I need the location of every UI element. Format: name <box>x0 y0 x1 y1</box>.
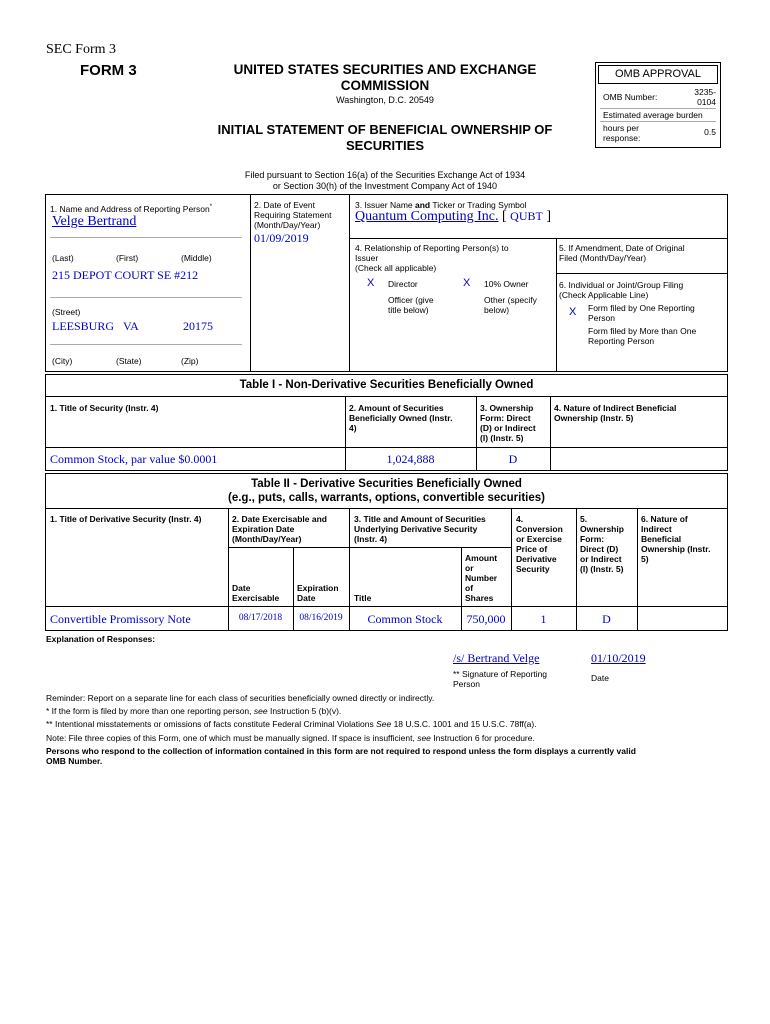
zip-label: (Zip) <box>181 356 199 366</box>
reporting-person-name[interactable]: Velge Bertrand <box>52 214 137 229</box>
note-copies: Note: File three copies of this Form, one of which must be manually signed. If space is insufficient, see Instruction 6 for procedure. <box>46 733 535 743</box>
omb-hours-label: hours per response: <box>603 123 641 143</box>
reminder: Reminder: Report on a separate line for each class of securities beneficially owned directly or indirectly. <box>46 693 435 703</box>
issuer-line: Quantum Computing Inc. [ QUBT ] <box>355 209 552 224</box>
box3-label: 3. Issuer Name and Ticker or Trading Symbol <box>355 200 527 210</box>
one-person-check: X <box>569 306 577 318</box>
t2-row-amount: 750,000 <box>466 612 506 626</box>
issuer-name-link[interactable]: Quantum Computing Inc. <box>355 209 499 224</box>
table-2-title: Table II - Derivative Securities Beneficially Owned (e.g., puts, calls, warrants, options, convertible securities) <box>228 478 545 504</box>
box2-label: 2. Date of Event Requiring Statement (Month/Day/Year) <box>254 200 332 230</box>
omb-number-value: 3235- 0104 <box>694 87 716 107</box>
officer-label: Officer (give title below) <box>388 295 434 315</box>
ten-percent-owner-label: 10% Owner <box>484 279 529 289</box>
reporting-address: 215 DEPOT COURT SE #212 <box>52 268 199 282</box>
director-label: Director <box>388 279 418 289</box>
note-multiple-persons: * If the form is filed by more than one reporting person, see Instruction 5 (b)(v). <box>46 706 342 716</box>
owner-check: X <box>463 277 471 289</box>
signature: /s/ Bertrand Velge <box>453 651 540 665</box>
ticker-symbol: QUBT <box>510 209 543 223</box>
omb-burden-label: Estimated average burden <box>603 110 703 120</box>
t2-row-exercisable: 08/17/2018 <box>238 613 283 623</box>
more-person-label: Form filed by More than One Reporting Person <box>588 326 697 346</box>
box5-label: 5. If Amendment, Date of Original Filed (Month/Day/Year) <box>559 243 685 263</box>
t2-col-shares: Amount or Number of Shares <box>465 553 498 603</box>
t2-col-title: 1. Title of Derivative Security (Instr. 4) <box>50 514 202 524</box>
t2-row-expiration: 08/16/2019 <box>299 613 343 623</box>
t2-col-underlying-title: Title <box>354 593 372 603</box>
note-misstatements: ** Intentional misstatements or omissions of facts constitute Federal Criminal Violations See 18 U.S.C. 1001 and 15 U.S.C. 78ff(a). <box>46 719 537 729</box>
omb-title: OMB APPROVAL <box>598 65 718 84</box>
t1-col-title: 1. Title of Security (Instr. 4) <box>50 403 159 413</box>
t2-row-form: D <box>602 612 611 626</box>
agency-name: UNITED STATES SECURITIES AND EXCHANGE COMMISSION <box>233 62 537 93</box>
state-label: (State) <box>116 356 142 366</box>
t1-col-amount: 2. Amount of Securities Beneficially Owned (Instr. 4) <box>349 403 453 433</box>
t2-col-underlying: 3. Title and Amount of Securities Underlying Derivative Security (Instr. 4) <box>354 514 486 544</box>
first-label: (First) <box>116 253 139 263</box>
street-label: (Street) <box>52 307 81 317</box>
agency-city: Washington, D.C. 20549 <box>336 95 434 105</box>
t2-row-title: Convertible Promissory Note <box>50 612 191 626</box>
director-check: X <box>367 277 375 289</box>
t1-row-form: D <box>508 452 518 466</box>
zip-value: 20175 <box>183 319 213 333</box>
event-date: 01/09/2019 <box>254 231 309 245</box>
signature-label: ** Signature of Reporting Person <box>453 669 548 689</box>
form-title: FORM 3 <box>80 62 137 79</box>
state-value: VA <box>123 319 139 333</box>
t2-col-conversion: 4. Conversion or Exercise Price of Derivative Security <box>516 514 563 574</box>
city-label: (City) <box>52 356 73 366</box>
other-label: Other (specify below) <box>484 295 537 315</box>
box6-label: 6. Individual or Joint/Group Filing (Check Applicable Line) <box>559 280 684 300</box>
t2-col-expiration: Expiration Date <box>297 583 339 603</box>
signature-date: 01/10/2019 <box>591 651 646 665</box>
box1-label: 1. Name and Address of Reporting Person* <box>50 203 213 214</box>
doc-label: SEC Form 3 <box>46 42 117 57</box>
t2-col-nature: 6. Nature of Indirect Beneficial Ownership (Instr. 5) <box>641 514 711 564</box>
t1-row-title: Common Stock, par value $0.0001 <box>50 452 218 466</box>
t2-col-ownership: 5. Ownership Form: Direct (D) or Indirect (I) (Instr. 5) <box>580 514 624 574</box>
city-value: LEESBURG <box>52 319 115 333</box>
t1-col-nature: 4. Nature of Indirect Beneficial Ownership (Instr. 5) <box>554 403 677 423</box>
t1-row-amount: 1,024,888 <box>386 452 435 466</box>
t2-col-date-exercisable: Date Exercisable <box>232 583 280 603</box>
last-label: (Last) <box>52 253 74 263</box>
filed-pursuant: Filed pursuant to Section 16(a) of the Securities Exchange Act of 1934 or Section 30(h) of the Investment Company Act of 1940 <box>244 170 526 191</box>
table-1-title: Table I - Non-Derivative Securities Beneficially Owned <box>239 379 534 391</box>
one-person-label: Form filed by One Reporting Person <box>588 303 695 323</box>
t1-col-ownership: 3. Ownership Form: Direct (D) or Indirect (I) (Instr. 5) <box>480 403 536 443</box>
middle-label: (Middle) <box>181 253 212 263</box>
t2-row-price: 1 <box>540 612 547 626</box>
omb-number-label: OMB Number: <box>603 92 658 102</box>
persons-notice: Persons who respond to the collection of information contained in this form are not required to respond unless the form displays a currently valid OMB Number. <box>46 746 636 766</box>
statement-title: INITIAL STATEMENT OF BENEFICIAL OWNERSHIP OF SECURITIES <box>217 122 553 153</box>
t2-col-dates: 2. Date Exercisable and Expiration Date (Month/Day/Year) <box>232 514 327 544</box>
omb-hours-value: 0.5 <box>704 127 716 137</box>
t2-row-underlying: Common Stock <box>367 612 443 626</box>
date-label: Date <box>591 673 609 683</box>
explanation-of-responses: Explanation of Responses: <box>46 634 156 644</box>
box4-label: 4. Relationship of Reporting Person(s) to Issuer (Check all applicable) <box>355 243 509 273</box>
